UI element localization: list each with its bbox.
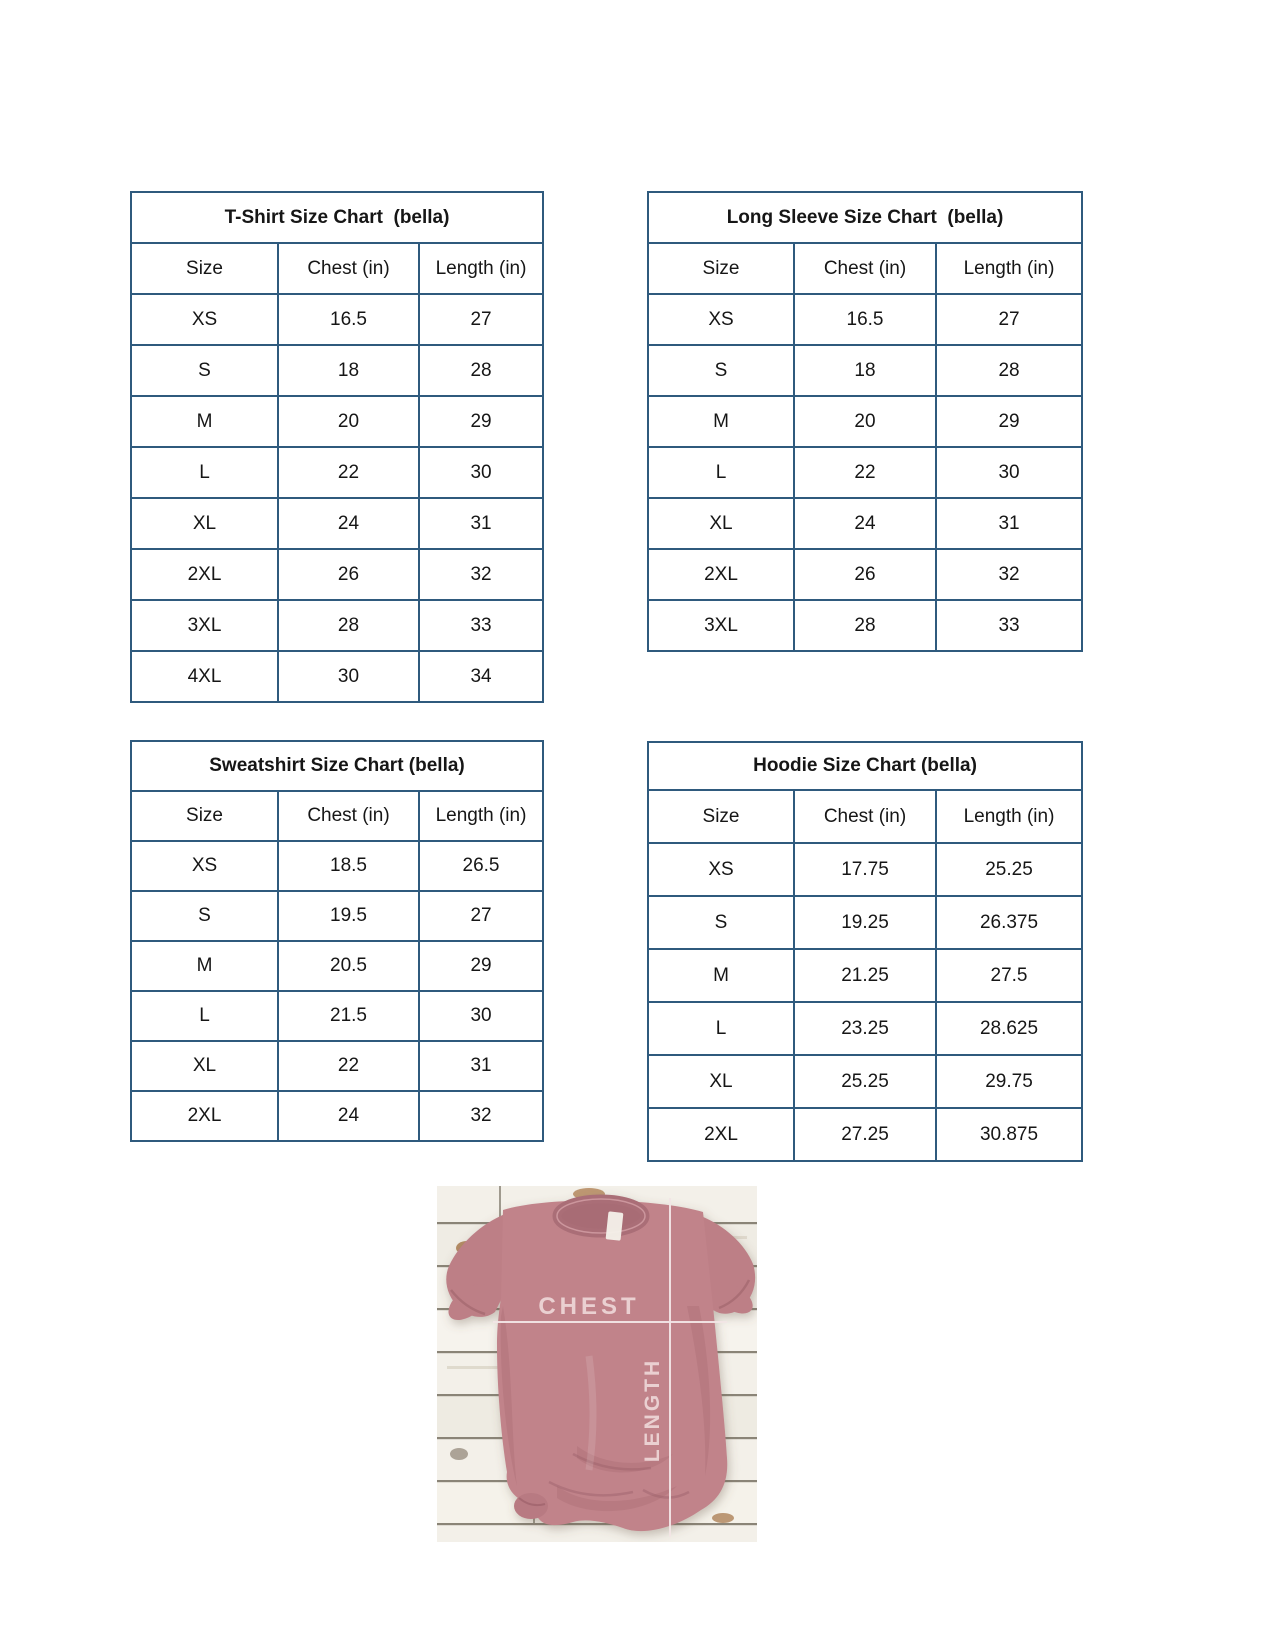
size-cell: 3XL (131, 600, 278, 651)
chest-cell: 22 (278, 447, 419, 498)
table-row (648, 498, 1082, 549)
chest-cell: 24 (278, 498, 419, 549)
size-cell: M (648, 949, 794, 1002)
length-cell: 25.25 (936, 843, 1082, 896)
size-cell: XL (131, 1041, 278, 1091)
column-header: Size (131, 243, 278, 294)
table-row (648, 447, 1082, 498)
column-header: Chest (in) (278, 791, 419, 841)
chest-cell: 25.25 (794, 1055, 936, 1108)
table-row (648, 843, 1082, 896)
length-cell: 30.875 (936, 1108, 1082, 1161)
tshirt-graphic (437, 1186, 757, 1542)
length-cell: 26.375 (936, 896, 1082, 949)
table-row (648, 549, 1082, 600)
size-cell: S (131, 345, 278, 396)
length-cell: 34 (419, 651, 543, 702)
table-row (648, 600, 1082, 651)
chest-cell: 20 (794, 396, 936, 447)
chest-cell: 22 (794, 447, 936, 498)
table-title: Sweatshirt Size Chart (bella) (131, 741, 543, 791)
table-row (648, 294, 1082, 345)
tshirt-size-table (130, 191, 544, 703)
size-cell: 2XL (131, 549, 278, 600)
table-row (131, 841, 543, 891)
table-row (648, 396, 1082, 447)
length-cell: 29 (419, 941, 543, 991)
length-cell: 31 (419, 498, 543, 549)
length-cell: 30 (419, 991, 543, 1041)
table-row (131, 549, 543, 600)
column-header: Size (131, 791, 278, 841)
chest-cell: 27.25 (794, 1108, 936, 1161)
size-cell: 2XL (648, 1108, 794, 1161)
table-row (131, 941, 543, 991)
size-cell: 4XL (131, 651, 278, 702)
length-cell: 33 (936, 600, 1082, 651)
column-header: Chest (in) (278, 243, 419, 294)
table-row (648, 345, 1082, 396)
table-row (131, 294, 543, 345)
table-title: Long Sleeve Size Chart (bella) (648, 192, 1082, 243)
chest-cell: 18 (794, 345, 936, 396)
shirt-measurement-photo (437, 1186, 757, 1542)
table-row (648, 1055, 1082, 1108)
size-cell: L (648, 1002, 794, 1055)
column-header: Chest (in) (794, 243, 936, 294)
chest-cell: 21.5 (278, 991, 419, 1041)
care-tag (606, 1211, 624, 1240)
size-cell: L (648, 447, 794, 498)
chest-cell: 18.5 (278, 841, 419, 891)
length-cell: 27.5 (936, 949, 1082, 1002)
size-cell: 2XL (648, 549, 794, 600)
table-title: Hoodie Size Chart (bella) (648, 742, 1082, 790)
length-cell: 31 (419, 1041, 543, 1091)
size-cell: XL (131, 498, 278, 549)
chest-cell: 23.25 (794, 1002, 936, 1055)
chest-cell: 24 (794, 498, 936, 549)
size-cell: M (131, 941, 278, 991)
size-cell: S (648, 896, 794, 949)
size-cell: XS (131, 841, 278, 891)
length-cell: 32 (419, 1091, 543, 1141)
chest-label: CHEST (538, 1293, 640, 1320)
long-sleeve-size-table (647, 191, 1083, 652)
column-header: Size (648, 243, 794, 294)
size-cell: M (648, 396, 794, 447)
length-cell: 30 (936, 447, 1082, 498)
column-header: Chest (in) (794, 790, 936, 843)
table-row (131, 396, 543, 447)
column-header: Length (in) (419, 791, 543, 841)
chest-cell: 20 (278, 396, 419, 447)
chest-cell: 28 (794, 600, 936, 651)
table-row (131, 891, 543, 941)
size-cell: 2XL (131, 1091, 278, 1141)
chest-cell: 17.75 (794, 843, 936, 896)
chest-cell: 20.5 (278, 941, 419, 991)
table-row (131, 991, 543, 1041)
length-cell: 30 (419, 447, 543, 498)
chest-cell: 26 (278, 549, 419, 600)
length-label: LENGTH (641, 1357, 664, 1463)
table-title: T-Shirt Size Chart (bella) (131, 192, 543, 243)
size-cell: S (648, 345, 794, 396)
table-row (648, 896, 1082, 949)
length-cell: 31 (936, 498, 1082, 549)
table-row (131, 1091, 543, 1141)
length-cell: 29 (419, 396, 543, 447)
chest-cell: 16.5 (794, 294, 936, 345)
size-cell: 3XL (648, 600, 794, 651)
table-row (131, 447, 543, 498)
table-row (131, 651, 543, 702)
hoodie-size-table (647, 741, 1083, 1162)
length-cell: 27 (419, 294, 543, 345)
table-row (131, 345, 543, 396)
size-cell: XL (648, 1055, 794, 1108)
length-cell: 27 (419, 891, 543, 941)
sweatshirt-size-table (130, 740, 544, 1142)
length-cell: 26.5 (419, 841, 543, 891)
chest-cell: 18 (278, 345, 419, 396)
length-cell: 28 (936, 345, 1082, 396)
size-cell: S (131, 891, 278, 941)
chest-cell: 19.5 (278, 891, 419, 941)
length-cell: 29 (936, 396, 1082, 447)
table-row (648, 1108, 1082, 1161)
column-header: Size (648, 790, 794, 843)
chest-cell: 19.25 (794, 896, 936, 949)
column-header: Length (in) (936, 790, 1082, 843)
size-cell: XS (648, 843, 794, 896)
chest-cell: 21.25 (794, 949, 936, 1002)
length-cell: 28 (419, 345, 543, 396)
size-cell: L (131, 991, 278, 1041)
size-cell: XS (131, 294, 278, 345)
table-row (131, 600, 543, 651)
chest-cell: 24 (278, 1091, 419, 1141)
table-row (648, 1002, 1082, 1055)
length-cell: 33 (419, 600, 543, 651)
chest-cell: 22 (278, 1041, 419, 1091)
size-cell: L (131, 447, 278, 498)
length-cell: 27 (936, 294, 1082, 345)
table-row (131, 1041, 543, 1091)
length-cell: 29.75 (936, 1055, 1082, 1108)
table-row (131, 498, 543, 549)
length-cell: 32 (419, 549, 543, 600)
chest-cell: 28 (278, 600, 419, 651)
size-cell: XL (648, 498, 794, 549)
column-header: Length (in) (419, 243, 543, 294)
chest-cell: 30 (278, 651, 419, 702)
chest-cell: 26 (794, 549, 936, 600)
size-cell: XS (648, 294, 794, 345)
size-cell: M (131, 396, 278, 447)
length-cell: 32 (936, 549, 1082, 600)
column-header: Length (in) (936, 243, 1082, 294)
table-row (648, 949, 1082, 1002)
chest-cell: 16.5 (278, 294, 419, 345)
length-cell: 28.625 (936, 1002, 1082, 1055)
